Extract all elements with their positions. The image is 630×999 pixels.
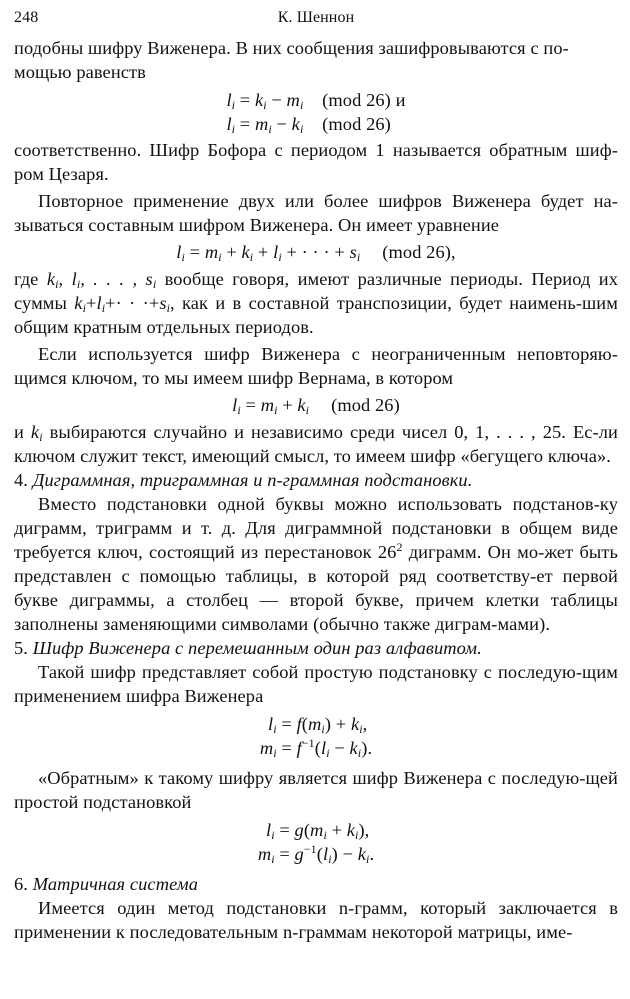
- paragraph: «Обратным» к такому шифру является шифр Виженера с последую-щей простой подстановкой: [14, 768, 618, 812]
- equation-block: $l_i = k_i - m_i$ (mod 26) и $l_i = m_i - k_i$ (mod 26): [226, 90, 406, 136]
- paragraph: где $k_i$, $l_i$, . . . , $s_i$ вообще говоря, имеют различные периоды. Период их суммы $k_i+l_i+\cdot \cdot \cdot+s_i$, как и в составной транспозиции, будет наимень-шим общим кратным отдельных периодов.: [14, 269, 619, 337]
- equation-block: $l_i$ = $f(m_i) + k_i$, $m_i$ = $f^{-1}(l_i - k_i)$.: [259, 714, 373, 760]
- equation: $l_i = m_i + k_i + l_i$ + · · · + $s_i$ (mod 26),: [176, 242, 456, 264]
- paragraph: Имеется один метод подстановки n-грамм, который заключается в применении к последовательным n-граммам некоторой матрицы, име-: [14, 898, 618, 942]
- section-heading: 4. Диграммная, триграммная и n-граммная подстановки.: [14, 470, 473, 490]
- equation-mod: (mod 26): [331, 395, 400, 415]
- paragraph: и $k_i$ выбираются случайно и независимо среди чисел 0, 1, . . . , 25. Ес-ли ключом служит текст, имеющий смысл, то имеем шифр «бегущего ключа».: [14, 422, 618, 466]
- running-title: К. Шеннон: [277, 9, 355, 26]
- paragraph: Такой шифр представляет собой простую подстановку с последую-щим применением шифра Виженера: [14, 662, 618, 706]
- equation: $l_i = m_i + k_i$ (mod 26): [232, 395, 400, 417]
- equation-mod: (mod 26),: [382, 242, 456, 262]
- paragraph: подобны шифру Виженера. В них сообщения зашифровываются с по- мощью равенств: [14, 38, 569, 82]
- equation-mod: (mod 26): [322, 114, 391, 134]
- page-header: [14, 0, 618, 36]
- section-heading: 5. Шифр Виженера с перемешанным один раз алфавитом.: [14, 638, 482, 658]
- page-number: 248: [14, 9, 39, 26]
- section-heading: 6. Матричная система: [14, 874, 199, 894]
- paragraph: Вместо подстановки одной буквы можно использовать подстанов-ку диграмм, триграмм и т. д. Для диграммной подстановки в общем виде требуется ключ, состоящий из перестановок $26^2$ диграмм. Он мо-жет быть представлен с помощью таблицы, в которой ряд соответству-ет первой букве диграммы, а столбец — второй букве, причем клетки таблицы заполнены заменяющими символами (обычно также диграм-мами).: [14, 494, 618, 634]
- equation-mod: (mod 26) и: [322, 90, 406, 110]
- paragraph: соответственно. Шифр Бофора с периодом 1 называется обратным шиф-ром Цезаря.: [14, 140, 618, 184]
- paragraph: Повторное применение двух или более шифров Виженера будет на-зываться составным шифром Виженера. Он имеет уравнение: [14, 191, 618, 235]
- paragraph: Если используется шифр Виженера с неограниченным неповторяю-щимся ключом, то мы имеем шифр Вернама, в котором: [14, 344, 618, 388]
- equation-block: $l_i$ = $g(m_i + k_i)$, $m_i$ = $g^{-1}(l_i) - k_i$.: [257, 820, 375, 866]
